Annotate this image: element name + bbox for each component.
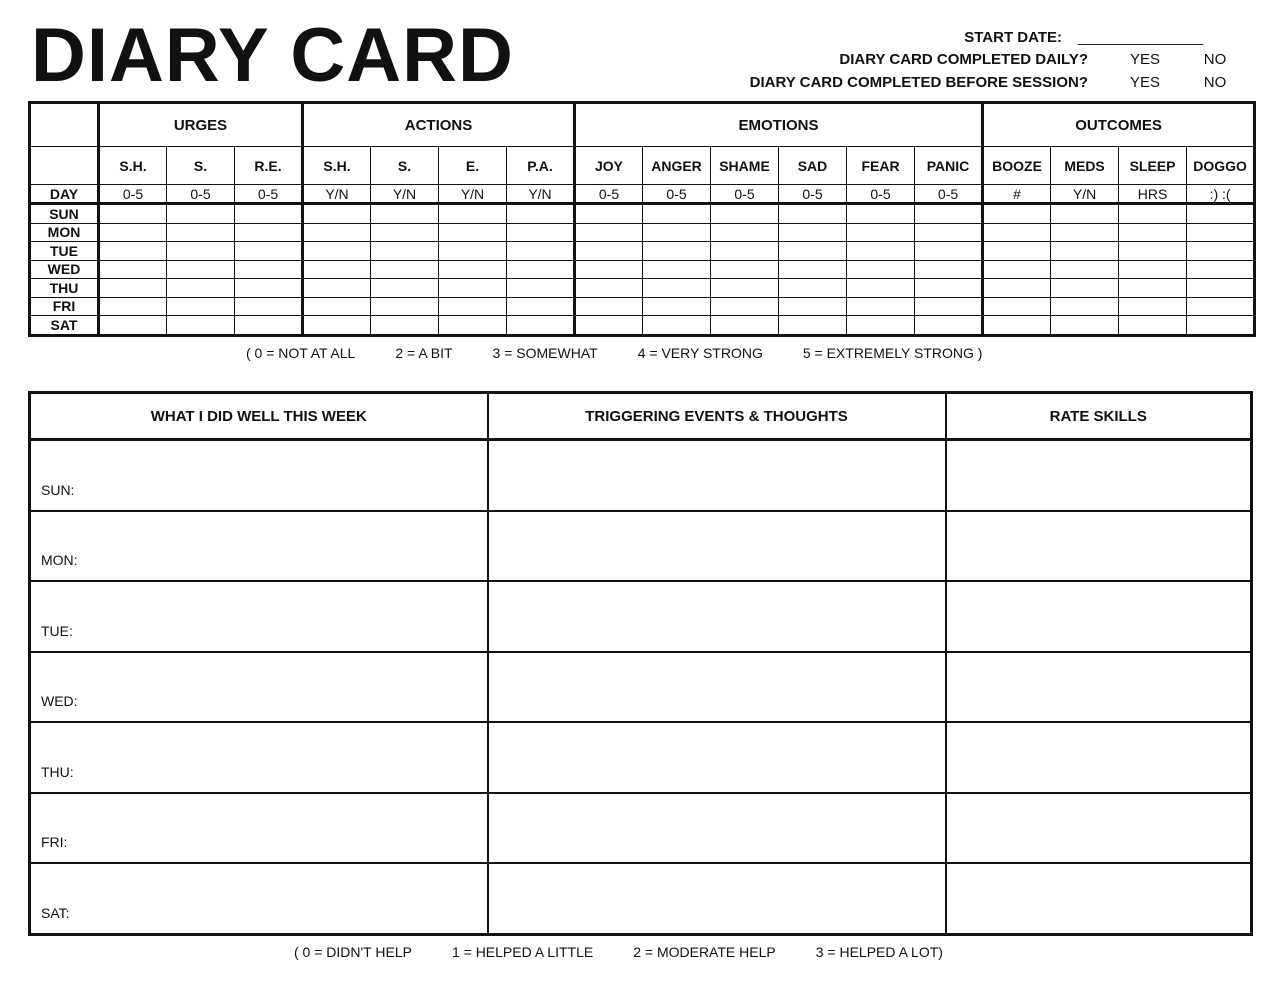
entry-cell[interactable] <box>915 242 983 261</box>
week-day-label: WED: <box>41 693 78 709</box>
group-header: EMOTIONS <box>575 103 983 147</box>
entry-cell[interactable] <box>235 316 303 336</box>
did-well-cell[interactable] <box>30 581 488 652</box>
entry-cell[interactable] <box>507 223 575 242</box>
entry-cell[interactable] <box>235 297 303 316</box>
entry-cell[interactable] <box>779 204 847 224</box>
column-scale: 0-5 <box>235 185 303 204</box>
entry-cell[interactable] <box>711 297 779 316</box>
entry-cell[interactable] <box>983 316 1051 336</box>
week-column-header: RATE SKILLS <box>946 393 1252 440</box>
column-header: PANIC <box>915 147 983 185</box>
column-header: JOY <box>575 147 643 185</box>
completed-daily-yes[interactable]: YES <box>1129 51 1160 69</box>
entry-cell[interactable] <box>99 204 167 224</box>
week-day-label: TUE: <box>41 622 73 639</box>
entry-cell[interactable] <box>779 260 847 279</box>
entry-cell[interactable] <box>439 297 507 316</box>
scale-row <box>30 185 1255 204</box>
entry-cell[interactable] <box>1119 316 1187 336</box>
entry-cell[interactable] <box>915 260 983 279</box>
week-day-label: THU: <box>41 763 74 780</box>
legend-item: 3 = SOMEWHAT <box>492 345 598 361</box>
triggers-cell[interactable] <box>488 511 946 582</box>
entry-cell[interactable] <box>507 279 575 298</box>
triggers-cell[interactable] <box>488 793 946 864</box>
entry-cell[interactable] <box>1187 242 1255 261</box>
column-scale: :) :( <box>1187 185 1255 204</box>
did-well-cell[interactable] <box>30 440 488 511</box>
completed-daily-label: DIARY CARD COMPLETED DAILY? <box>839 51 1088 69</box>
week-row <box>30 511 1252 582</box>
day-row <box>30 204 1255 224</box>
week-day-label: MON: <box>41 552 78 568</box>
entry-cell[interactable] <box>1051 297 1119 316</box>
column-header: SLEEP <box>1119 147 1187 185</box>
entry-cell[interactable] <box>235 242 303 261</box>
week-day-label: SAT: <box>41 904 70 921</box>
entry-cell[interactable] <box>779 297 847 316</box>
entry-cell[interactable] <box>303 279 371 298</box>
entry-cell[interactable] <box>1119 223 1187 242</box>
column-scale: 0-5 <box>711 185 779 204</box>
entry-cell[interactable] <box>643 242 711 261</box>
entry-cell[interactable] <box>371 223 439 242</box>
week-row <box>30 652 1252 723</box>
legend-item: 5 = EXTREMELY STRONG ) <box>802 345 983 361</box>
entry-cell[interactable] <box>303 260 371 279</box>
triggers-cell[interactable] <box>488 722 946 793</box>
group-header-row <box>30 103 1255 147</box>
start-date-label: START DATE: <box>964 28 1062 46</box>
entry-cell[interactable] <box>99 316 167 336</box>
rate-skills-cell[interactable] <box>946 511 1252 582</box>
entry-cell[interactable] <box>711 260 779 279</box>
day-label: SAT <box>30 316 99 336</box>
entry-cell[interactable] <box>983 279 1051 298</box>
entry-cell[interactable] <box>711 223 779 242</box>
day-label: TUE <box>30 242 99 261</box>
rate-skills-cell[interactable] <box>946 581 1252 652</box>
entry-cell[interactable] <box>575 204 643 224</box>
column-header: E. <box>439 147 507 185</box>
entry-cell[interactable] <box>167 242 235 261</box>
entry-cell[interactable] <box>235 279 303 298</box>
column-header: S. <box>167 147 235 185</box>
week-row <box>30 581 1252 652</box>
entry-cell[interactable] <box>915 316 983 336</box>
entry-cell[interactable] <box>1051 316 1119 336</box>
legend-item: 2 = MODERATE HELP <box>633 944 776 960</box>
entry-cell[interactable] <box>575 316 643 336</box>
column-header: S.H. <box>99 147 167 185</box>
triggers-cell[interactable] <box>488 440 946 511</box>
entry-cell[interactable] <box>575 223 643 242</box>
rate-skills-cell[interactable] <box>946 722 1252 793</box>
legend-item: ( 0 = NOT AT ALL <box>246 345 356 361</box>
entry-cell[interactable] <box>235 223 303 242</box>
column-scale: 0-5 <box>99 185 167 204</box>
legend-item: 3 = HELPED A LOT) <box>815 944 943 960</box>
entry-cell[interactable] <box>983 297 1051 316</box>
column-scale: 0-5 <box>643 185 711 204</box>
day-row <box>30 223 1255 242</box>
column-header: S. <box>371 147 439 185</box>
column-scale: Y/N <box>507 185 575 204</box>
day-label: FRI <box>30 297 99 316</box>
entry-cell[interactable] <box>303 223 371 242</box>
did-well-cell[interactable] <box>30 652 488 723</box>
legend-item: 4 = VERY STRONG <box>637 345 763 361</box>
entry-cell[interactable] <box>303 204 371 224</box>
entry-cell[interactable] <box>167 316 235 336</box>
entry-cell[interactable] <box>303 316 371 336</box>
entry-cell[interactable] <box>1187 279 1255 298</box>
entry-cell[interactable] <box>303 242 371 261</box>
triggers-cell[interactable] <box>488 581 946 652</box>
entry-cell[interactable] <box>983 204 1051 224</box>
skills-legend <box>294 944 983 960</box>
entry-cell[interactable] <box>1051 223 1119 242</box>
group-header: OUTCOMES <box>983 103 1255 147</box>
column-scale: HRS <box>1119 185 1187 204</box>
entry-cell[interactable] <box>235 260 303 279</box>
day-header: DAY <box>30 185 99 204</box>
day-row <box>30 279 1255 298</box>
entry-cell[interactable] <box>643 223 711 242</box>
column-header: MEDS <box>1051 147 1119 185</box>
entry-cell[interactable] <box>575 297 643 316</box>
entry-cell[interactable] <box>1119 242 1187 261</box>
entry-cell[interactable] <box>99 260 167 279</box>
entry-cell[interactable] <box>779 316 847 336</box>
column-scale: Y/N <box>303 185 371 204</box>
entry-cell[interactable] <box>983 260 1051 279</box>
entry-cell[interactable] <box>1187 316 1255 336</box>
entry-cell[interactable] <box>439 260 507 279</box>
legend-item: ( 0 = DIDN'T HELP <box>294 944 412 960</box>
entry-cell[interactable] <box>779 242 847 261</box>
column-scale: 0-5 <box>575 185 643 204</box>
card-meta <box>750 26 1250 94</box>
entry-cell[interactable] <box>847 316 915 336</box>
entry-cell[interactable] <box>575 279 643 298</box>
week-day-label: FRI: <box>41 834 68 850</box>
entry-cell[interactable] <box>371 279 439 298</box>
entry-cell[interactable] <box>983 242 1051 261</box>
day-label: MON <box>30 223 99 242</box>
week-row <box>30 793 1252 864</box>
entry-cell[interactable] <box>371 316 439 336</box>
column-scale: 0-5 <box>847 185 915 204</box>
before-session-no[interactable]: NO <box>1203 73 1227 91</box>
entry-cell[interactable] <box>167 260 235 279</box>
entry-cell[interactable] <box>847 279 915 298</box>
column-scale: 0-5 <box>167 185 235 204</box>
rate-skills-cell[interactable] <box>946 793 1252 864</box>
week-day-label: SUN: <box>41 481 75 498</box>
day-label: SUN <box>30 204 99 224</box>
entry-cell[interactable] <box>99 223 167 242</box>
day-label: WED <box>30 260 99 279</box>
column-header: SAD <box>779 147 847 185</box>
entry-cell[interactable] <box>643 316 711 336</box>
entry-cell[interactable] <box>507 260 575 279</box>
entry-cell[interactable] <box>1051 279 1119 298</box>
rate-skills-cell[interactable] <box>946 652 1252 723</box>
entry-cell[interactable] <box>235 204 303 224</box>
day-row <box>30 260 1255 279</box>
entry-cell[interactable] <box>711 204 779 224</box>
entry-cell[interactable] <box>99 297 167 316</box>
column-header: DOGGO <box>1187 147 1255 185</box>
entry-cell[interactable] <box>99 279 167 298</box>
corner-cell <box>30 103 99 147</box>
entry-cell[interactable] <box>575 260 643 279</box>
entry-cell[interactable] <box>439 279 507 298</box>
column-header: BOOZE <box>983 147 1051 185</box>
completed-daily-no[interactable]: NO <box>1203 51 1227 69</box>
entry-cell[interactable] <box>779 223 847 242</box>
did-well-cell[interactable] <box>30 722 488 793</box>
day-row <box>30 316 1255 336</box>
entry-cell[interactable] <box>1119 297 1187 316</box>
entry-cell[interactable] <box>303 297 371 316</box>
column-header: P.A. <box>507 147 575 185</box>
column-scale: Y/N <box>439 185 507 204</box>
group-header: URGES <box>99 103 303 147</box>
entry-cell[interactable] <box>643 279 711 298</box>
entry-cell[interactable] <box>167 297 235 316</box>
day-row <box>30 297 1255 316</box>
entry-cell[interactable] <box>643 204 711 224</box>
entry-cell[interactable] <box>167 279 235 298</box>
entry-cell[interactable] <box>915 279 983 298</box>
did-well-cell[interactable] <box>30 863 488 934</box>
entry-cell[interactable] <box>847 223 915 242</box>
entry-cell[interactable] <box>711 316 779 336</box>
column-scale: 0-5 <box>779 185 847 204</box>
legend-item: 1 = HELPED A LITTLE <box>451 944 594 960</box>
legend-item: 2 = A BIT <box>395 345 453 361</box>
column-scale: Y/N <box>371 185 439 204</box>
entry-cell[interactable] <box>99 242 167 261</box>
column-header: R.E. <box>235 147 303 185</box>
entry-cell[interactable] <box>1051 242 1119 261</box>
weekly-reflection-table <box>28 391 1253 936</box>
entry-cell[interactable] <box>575 242 643 261</box>
entry-cell[interactable] <box>439 223 507 242</box>
entry-cell[interactable] <box>915 204 983 224</box>
entry-cell[interactable] <box>1187 223 1255 242</box>
week-row <box>30 440 1252 511</box>
day-row <box>30 242 1255 261</box>
did-well-cell[interactable] <box>30 511 488 582</box>
entry-cell[interactable] <box>1119 260 1187 279</box>
entry-cell[interactable] <box>847 297 915 316</box>
entry-cell[interactable] <box>711 279 779 298</box>
week-row <box>30 863 1252 934</box>
triggers-cell[interactable] <box>488 863 946 934</box>
entry-cell[interactable] <box>1051 204 1119 224</box>
entry-cell[interactable] <box>371 260 439 279</box>
entry-cell[interactable] <box>439 204 507 224</box>
diary-grid <box>28 101 1256 337</box>
entry-cell[interactable] <box>779 279 847 298</box>
entry-cell[interactable] <box>371 297 439 316</box>
column-header-row <box>30 147 1255 185</box>
group-header: ACTIONS <box>303 103 575 147</box>
rating-legend <box>246 345 1022 361</box>
entry-cell[interactable] <box>439 316 507 336</box>
entry-cell[interactable] <box>167 223 235 242</box>
entry-cell[interactable] <box>371 204 439 224</box>
rate-skills-cell[interactable] <box>946 863 1252 934</box>
entry-cell[interactable] <box>1187 204 1255 224</box>
rate-skills-cell[interactable] <box>946 440 1252 511</box>
column-header: S.H. <box>303 147 371 185</box>
entry-cell[interactable] <box>1051 260 1119 279</box>
before-session-label: DIARY CARD COMPLETED BEFORE SESSION? <box>749 73 1088 91</box>
entry-cell[interactable] <box>643 297 711 316</box>
entry-cell[interactable] <box>1119 204 1187 224</box>
day-label: THU <box>30 279 99 298</box>
entry-cell[interactable] <box>983 223 1051 242</box>
start-date-field[interactable]: _______________ <box>1078 28 1204 46</box>
entry-cell[interactable] <box>1187 297 1255 316</box>
column-header: SHAME <box>711 147 779 185</box>
week-column-header: TRIGGERING EVENTS & THOUGHTS <box>488 393 946 440</box>
entry-cell[interactable] <box>847 242 915 261</box>
entry-cell[interactable] <box>1187 260 1255 279</box>
entry-cell[interactable] <box>643 260 711 279</box>
column-scale: Y/N <box>1051 185 1119 204</box>
entry-cell[interactable] <box>507 204 575 224</box>
entry-cell[interactable] <box>507 297 575 316</box>
entry-cell[interactable] <box>439 242 507 261</box>
entry-cell[interactable] <box>371 242 439 261</box>
triggers-cell[interactable] <box>488 652 946 723</box>
column-header: ANGER <box>643 147 711 185</box>
before-session-yes[interactable]: YES <box>1129 73 1160 91</box>
entry-cell[interactable] <box>847 204 915 224</box>
entry-cell[interactable] <box>711 242 779 261</box>
did-well-cell[interactable] <box>30 793 488 864</box>
page-title: DIARY CARD <box>31 13 514 98</box>
entry-cell[interactable] <box>915 297 983 316</box>
column-scale: # <box>983 185 1051 204</box>
column-header: FEAR <box>847 147 915 185</box>
week-row <box>30 722 1252 793</box>
entry-cell[interactable] <box>507 316 575 336</box>
corner-cell <box>30 147 99 185</box>
entry-cell[interactable] <box>915 223 983 242</box>
entry-cell[interactable] <box>167 204 235 224</box>
entry-cell[interactable] <box>507 242 575 261</box>
entry-cell[interactable] <box>847 260 915 279</box>
column-scale: 0-5 <box>915 185 983 204</box>
entry-cell[interactable] <box>1119 279 1187 298</box>
week-column-header: WHAT I DID WELL THIS WEEK <box>30 393 488 440</box>
